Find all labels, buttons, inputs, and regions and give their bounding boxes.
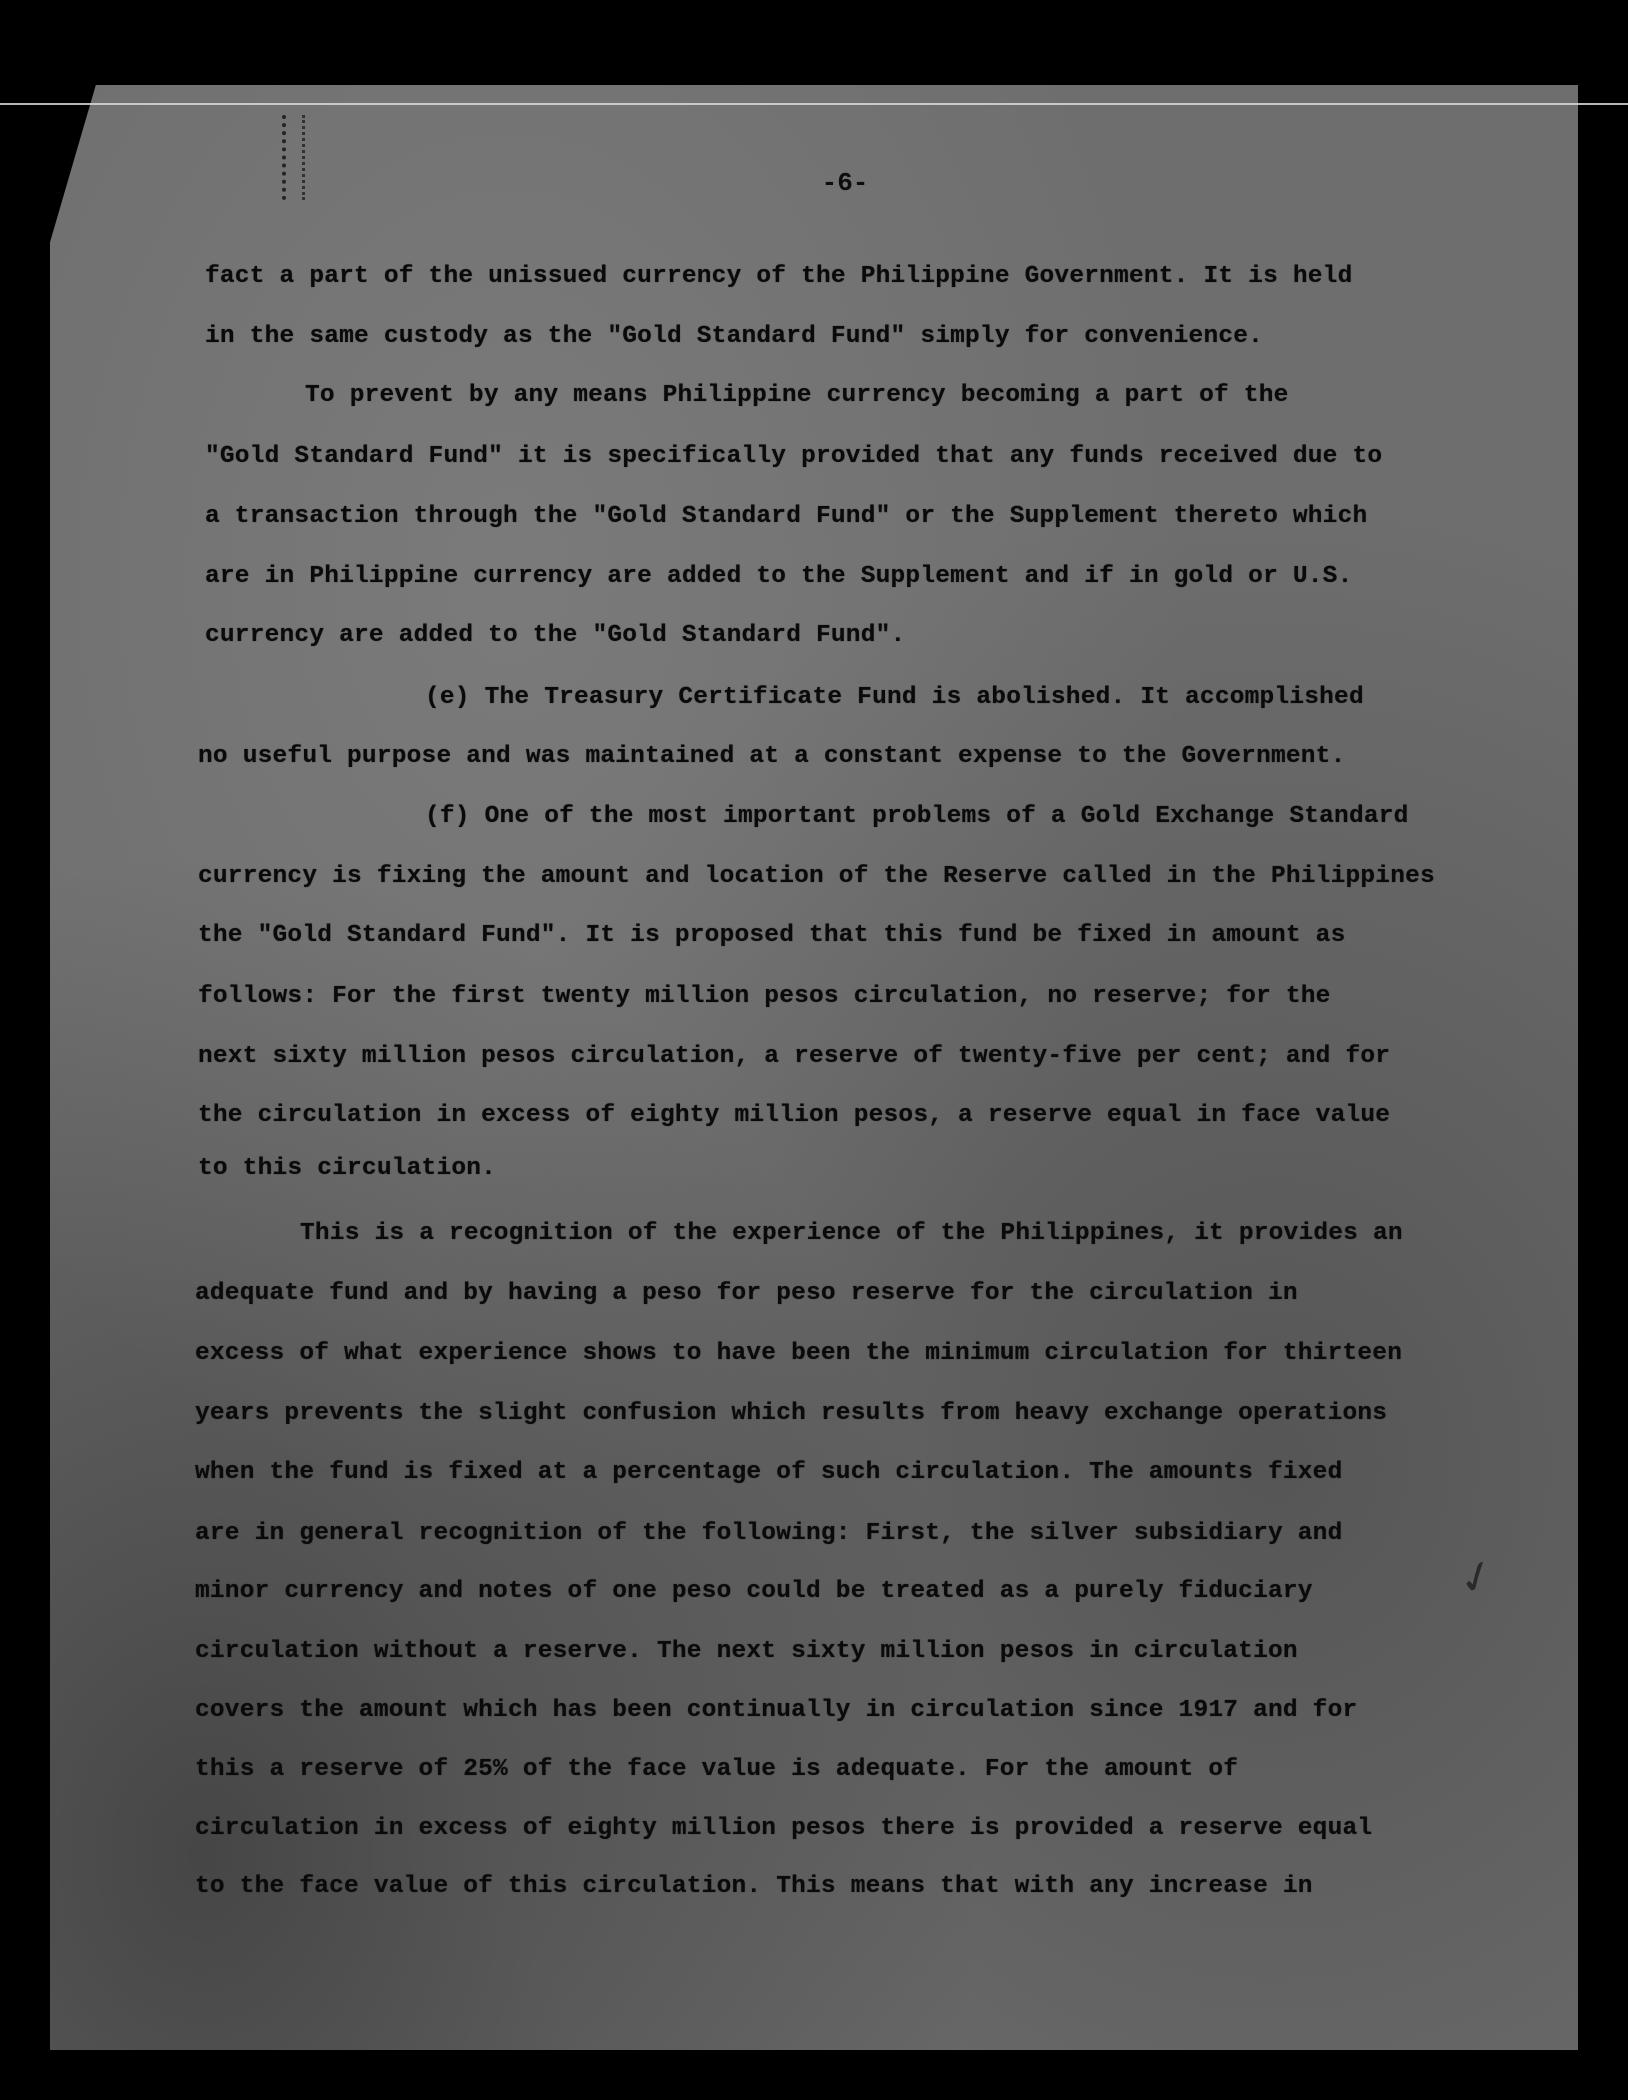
text-line: the circulation in excess of eighty million pesos, a reserve equal in face value [198,1102,1391,1129]
text-line: next sixty million pesos circulation, a reserve of twenty-five per cent; and for [198,1043,1391,1070]
pencil-check-icon: ✓ [1450,1547,1503,1609]
text-line: minor currency and notes of one peso could be treated as a purely fiduciary [195,1578,1313,1605]
text-line: fact a part of the unissued currency of the Philippine Government. It is held [205,263,1353,290]
text-line: this a reserve of 25% of the face value is adequate. For the amount of [195,1756,1239,1783]
text-line: (e) The Treasury Certificate Fund is abolished. It accomplished [425,684,1364,711]
binding-holes [282,115,305,200]
text-line: circulation in excess of eighty million pesos there is provided a reserve equal [195,1815,1373,1842]
text-line: in the same custody as the "Gold Standard Fund" simply for convenience. [205,323,1264,350]
text-line: to the face value of this circulation. This means that with any increase in [195,1873,1313,1900]
text-line: excess of what experience shows to have been the minimum circulation for thirteen [195,1340,1403,1367]
text-line: the "Gold Standard Fund". It is proposed that this fund be fixed in amount as [198,922,1346,949]
text-line: follows: For the first twenty million pesos circulation, no reserve; for the [198,983,1331,1010]
text-line: a transaction through the "Gold Standard Fund" or the Supplement thereto which [205,503,1368,530]
text-line: adequate fund and by having a peso for peso reserve for the circulation in [195,1280,1298,1307]
text-line: are in Philippine currency are added to the Supplement and if in gold or U.S. [205,563,1353,590]
text-line: years prevents the slight confusion which results from heavy exchange operations [195,1400,1388,1427]
scan-divider-line [0,103,1628,105]
text-line: covers the amount which has been continually in circulation since 1917 and for [195,1697,1358,1724]
text-line: "Gold Standard Fund" it is specifically provided that any funds received due to [205,443,1383,470]
text-line: This is a recognition of the experience of the Philippines, it provides an [300,1220,1403,1247]
text-line: currency are added to the "Gold Standard Fund". [205,622,906,649]
page-number: -6- [821,168,869,198]
text-line: currency is fixing the amount and location of the Reserve called in the Philippines [198,863,1435,890]
text-line: no useful purpose and was maintained at a constant expense to the Government. [198,743,1346,770]
text-line: to this circulation. [198,1155,497,1182]
text-line: To prevent by any means Philippine currency becoming a part of the [305,382,1289,409]
text-line: circulation without a reserve. The next sixty million pesos in circulation [195,1638,1298,1665]
text-line: when the fund is fixed at a percentage of such circulation. The amounts fixed [195,1459,1343,1486]
text-line: are in general recognition of the following: First, the silver subsidiary and [195,1520,1343,1547]
text-line: (f) One of the most important problems of a Gold Exchange Standard [425,803,1409,830]
